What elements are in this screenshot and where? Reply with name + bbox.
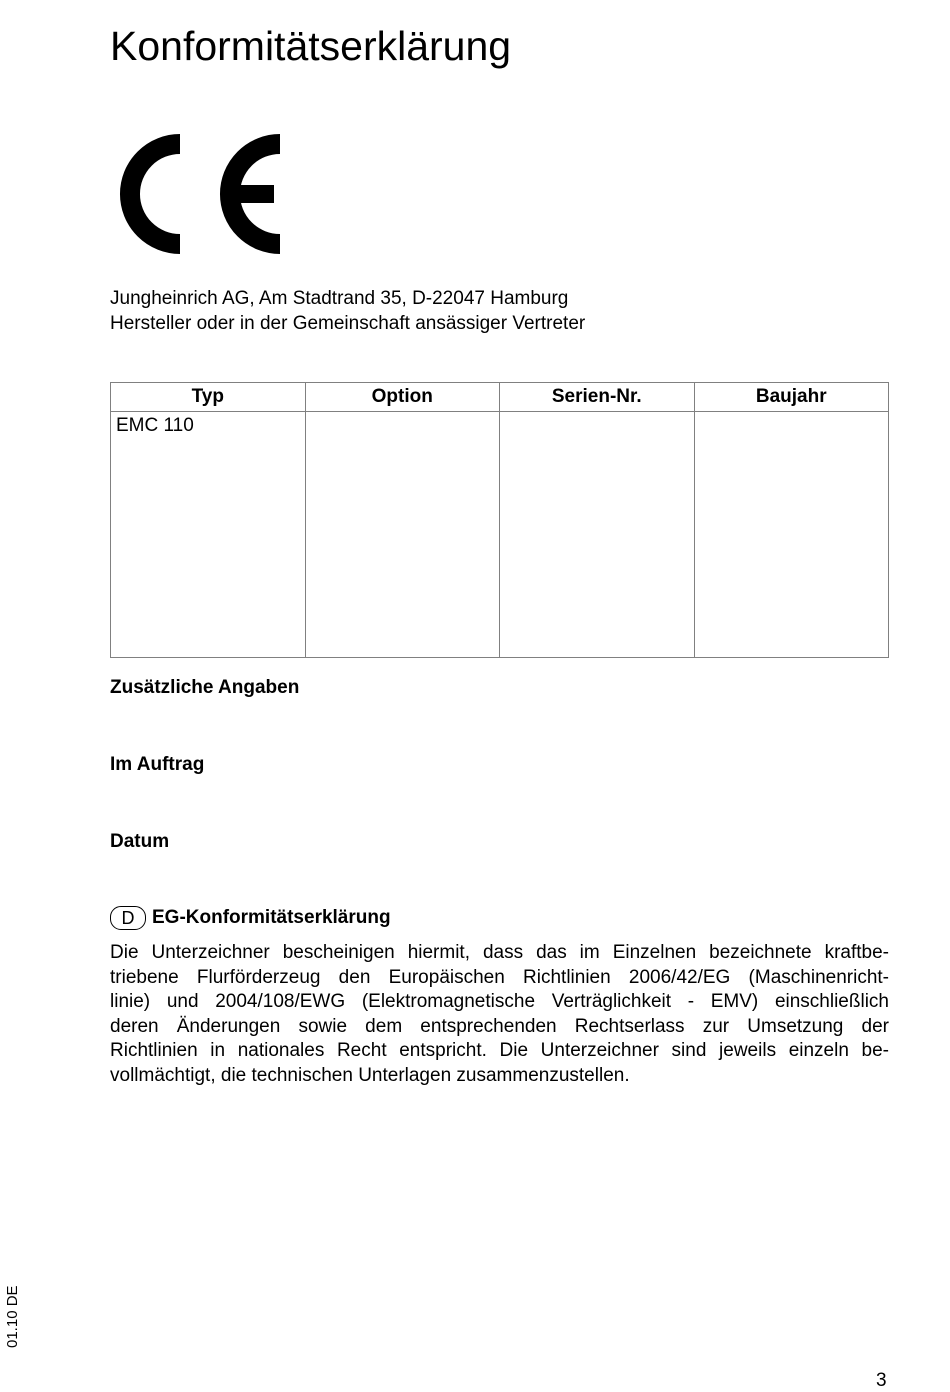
country-code-badge: D bbox=[110, 906, 146, 930]
header-typ: Typ bbox=[111, 383, 306, 412]
manufacturer-role: Hersteller oder in der Gemeinschaft ansässiger Vertreter bbox=[110, 313, 586, 334]
cell-serial-number bbox=[500, 412, 695, 658]
product-table bbox=[110, 382, 889, 658]
declaration-title: EG-Konformitätserklärung bbox=[152, 907, 391, 928]
page-title: Konformitätserklärung bbox=[110, 23, 512, 69]
declaration-line: vollmächtigt, die technischen Unterlagen zusammenzustellen. bbox=[110, 1064, 630, 1086]
header-serial-number: Serien-Nr. bbox=[500, 383, 695, 412]
document-version: 01.10 DE bbox=[4, 1285, 21, 1348]
table-row bbox=[111, 412, 889, 658]
additional-info-label: Zusätzliche Angaben bbox=[110, 677, 300, 698]
declaration-text bbox=[110, 941, 889, 1089]
declaration-line: Die Unterzeichner bescheinigen hiermit, dass das im Einzelnen bezeichnete kraftbe- bbox=[110, 942, 889, 963]
ce-mark-logo bbox=[108, 124, 292, 264]
declaration-line: deren Änderungen sowie dem entsprechenden Rechtserlass zur Umsetzung der bbox=[110, 1015, 889, 1037]
date-label: Datum bbox=[110, 831, 170, 852]
header-year: Baujahr bbox=[694, 383, 889, 412]
declaration-line: linie) und 2004/108/EWG (Elektromagnetische Verträglichkeit - EMV) einschließlich bbox=[110, 991, 889, 1013]
declaration-line: Richtlinien in nationales Recht entspricht. Die Unterzeichner sind jeweils einzeln be- bbox=[110, 1040, 889, 1062]
cell-typ: EMC 110 bbox=[111, 412, 306, 658]
declaration-heading bbox=[110, 906, 391, 930]
cell-option bbox=[305, 412, 500, 658]
on-behalf-label: Im Auftrag bbox=[110, 754, 205, 775]
manufacturer-address: Jungheinrich AG, Am Stadtrand 35, D-22047 Hamburg bbox=[110, 288, 569, 309]
table-header-row bbox=[111, 383, 889, 412]
header-option: Option bbox=[305, 383, 500, 412]
manufacturer-block bbox=[110, 286, 585, 336]
cell-year bbox=[694, 412, 889, 658]
ce-letter-c bbox=[130, 144, 180, 244]
ce-letter-e-bar bbox=[228, 185, 274, 203]
declaration-line: triebene Flurförderzeug den Europäischen Richtlinien 2006/42/EG (Maschinenricht- bbox=[110, 966, 889, 988]
page-number: 3 bbox=[876, 1370, 887, 1391]
